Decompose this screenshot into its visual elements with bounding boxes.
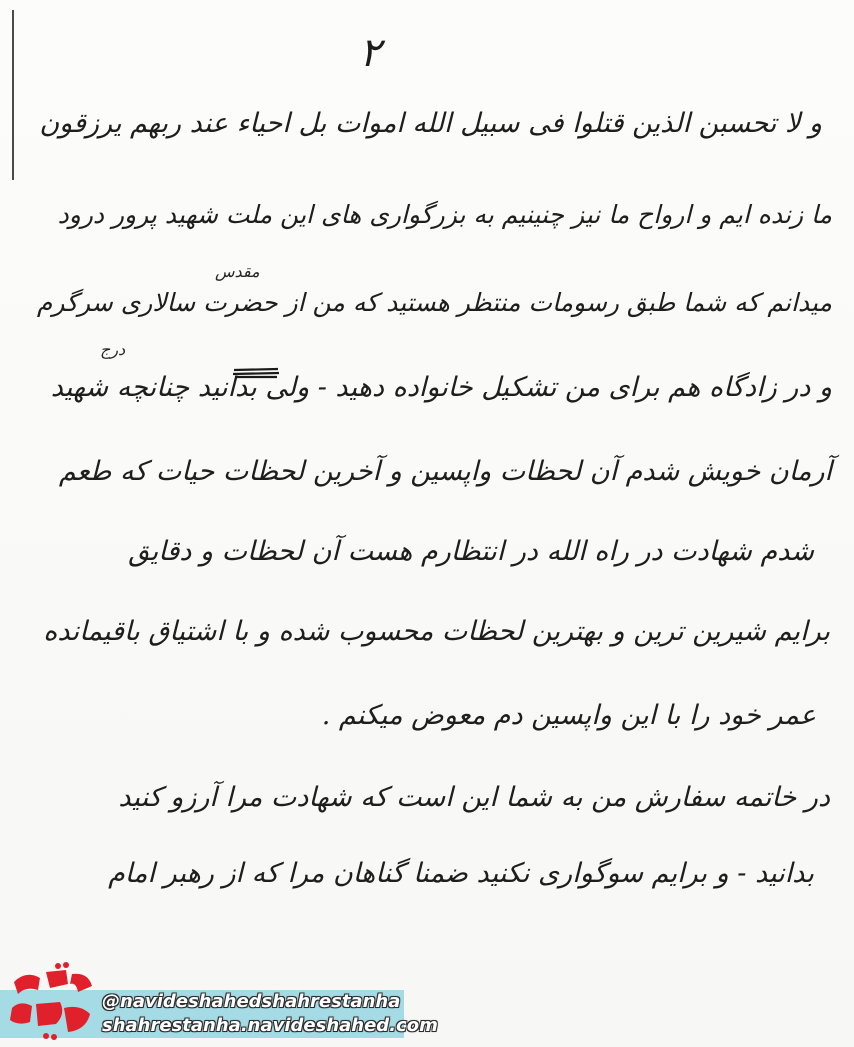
navideshahed-logo-icon bbox=[6, 960, 98, 1044]
handwritten-line-8: عمر خود را با این واپسین دم معوض میکنم . bbox=[321, 700, 816, 731]
handwritten-line-6: شدم شهادت در راه الله در انتظارم هست آن لحظات و دقایق bbox=[128, 536, 814, 567]
handwritten-line-3: میدانم که شما طبق رسومات منتظر هستید که من از حضرت سالاری سرگرم bbox=[36, 288, 832, 317]
handwritten-line-9: در خاتمه سفارش من به شما این است که شهادت مرا آرزو کنید bbox=[118, 782, 830, 813]
handwritten-line-1: و لا تحسبن الذین قتلوا فی سبیل الله اموات بل احیاء عند ربهم یرزقون bbox=[39, 108, 822, 139]
insert-above-line-4: درج bbox=[100, 340, 126, 359]
watermark-handle: @navideshahedshahrestanha bbox=[102, 991, 401, 1012]
handwritten-line-4: و در زادگاه هم برای من تشکیل خانواده دهید - ولی بدانید چنانچه شهید bbox=[50, 372, 832, 403]
handwritten-line-2: ما زنده ایم و ارواح ما نیز چنینیم به بزرگواری های این ملت شهید پرور درود bbox=[57, 200, 832, 229]
handwritten-line-10: بدانید - و برایم سوگواری نکنید ضمنا گناهان مرا که از رهبر امام bbox=[108, 858, 814, 889]
handwritten-line-7: برایم شیرین ترین و بهترین لحظات محسوب شده و با اشتیاق باقیمانده bbox=[43, 616, 830, 647]
left-margin-rule bbox=[12, 10, 14, 180]
watermark-site: shahrestanha.navideshahed.com bbox=[102, 1015, 438, 1036]
strikethrough-scribble bbox=[232, 366, 280, 380]
page-number: ۲ bbox=[359, 30, 381, 76]
handwritten-line-5: آرمان خویش شدم آن لحظات واپسین و آخرین لحظات حیات که طعم bbox=[58, 456, 832, 487]
insert-above-line-3: مقدس bbox=[215, 262, 260, 281]
